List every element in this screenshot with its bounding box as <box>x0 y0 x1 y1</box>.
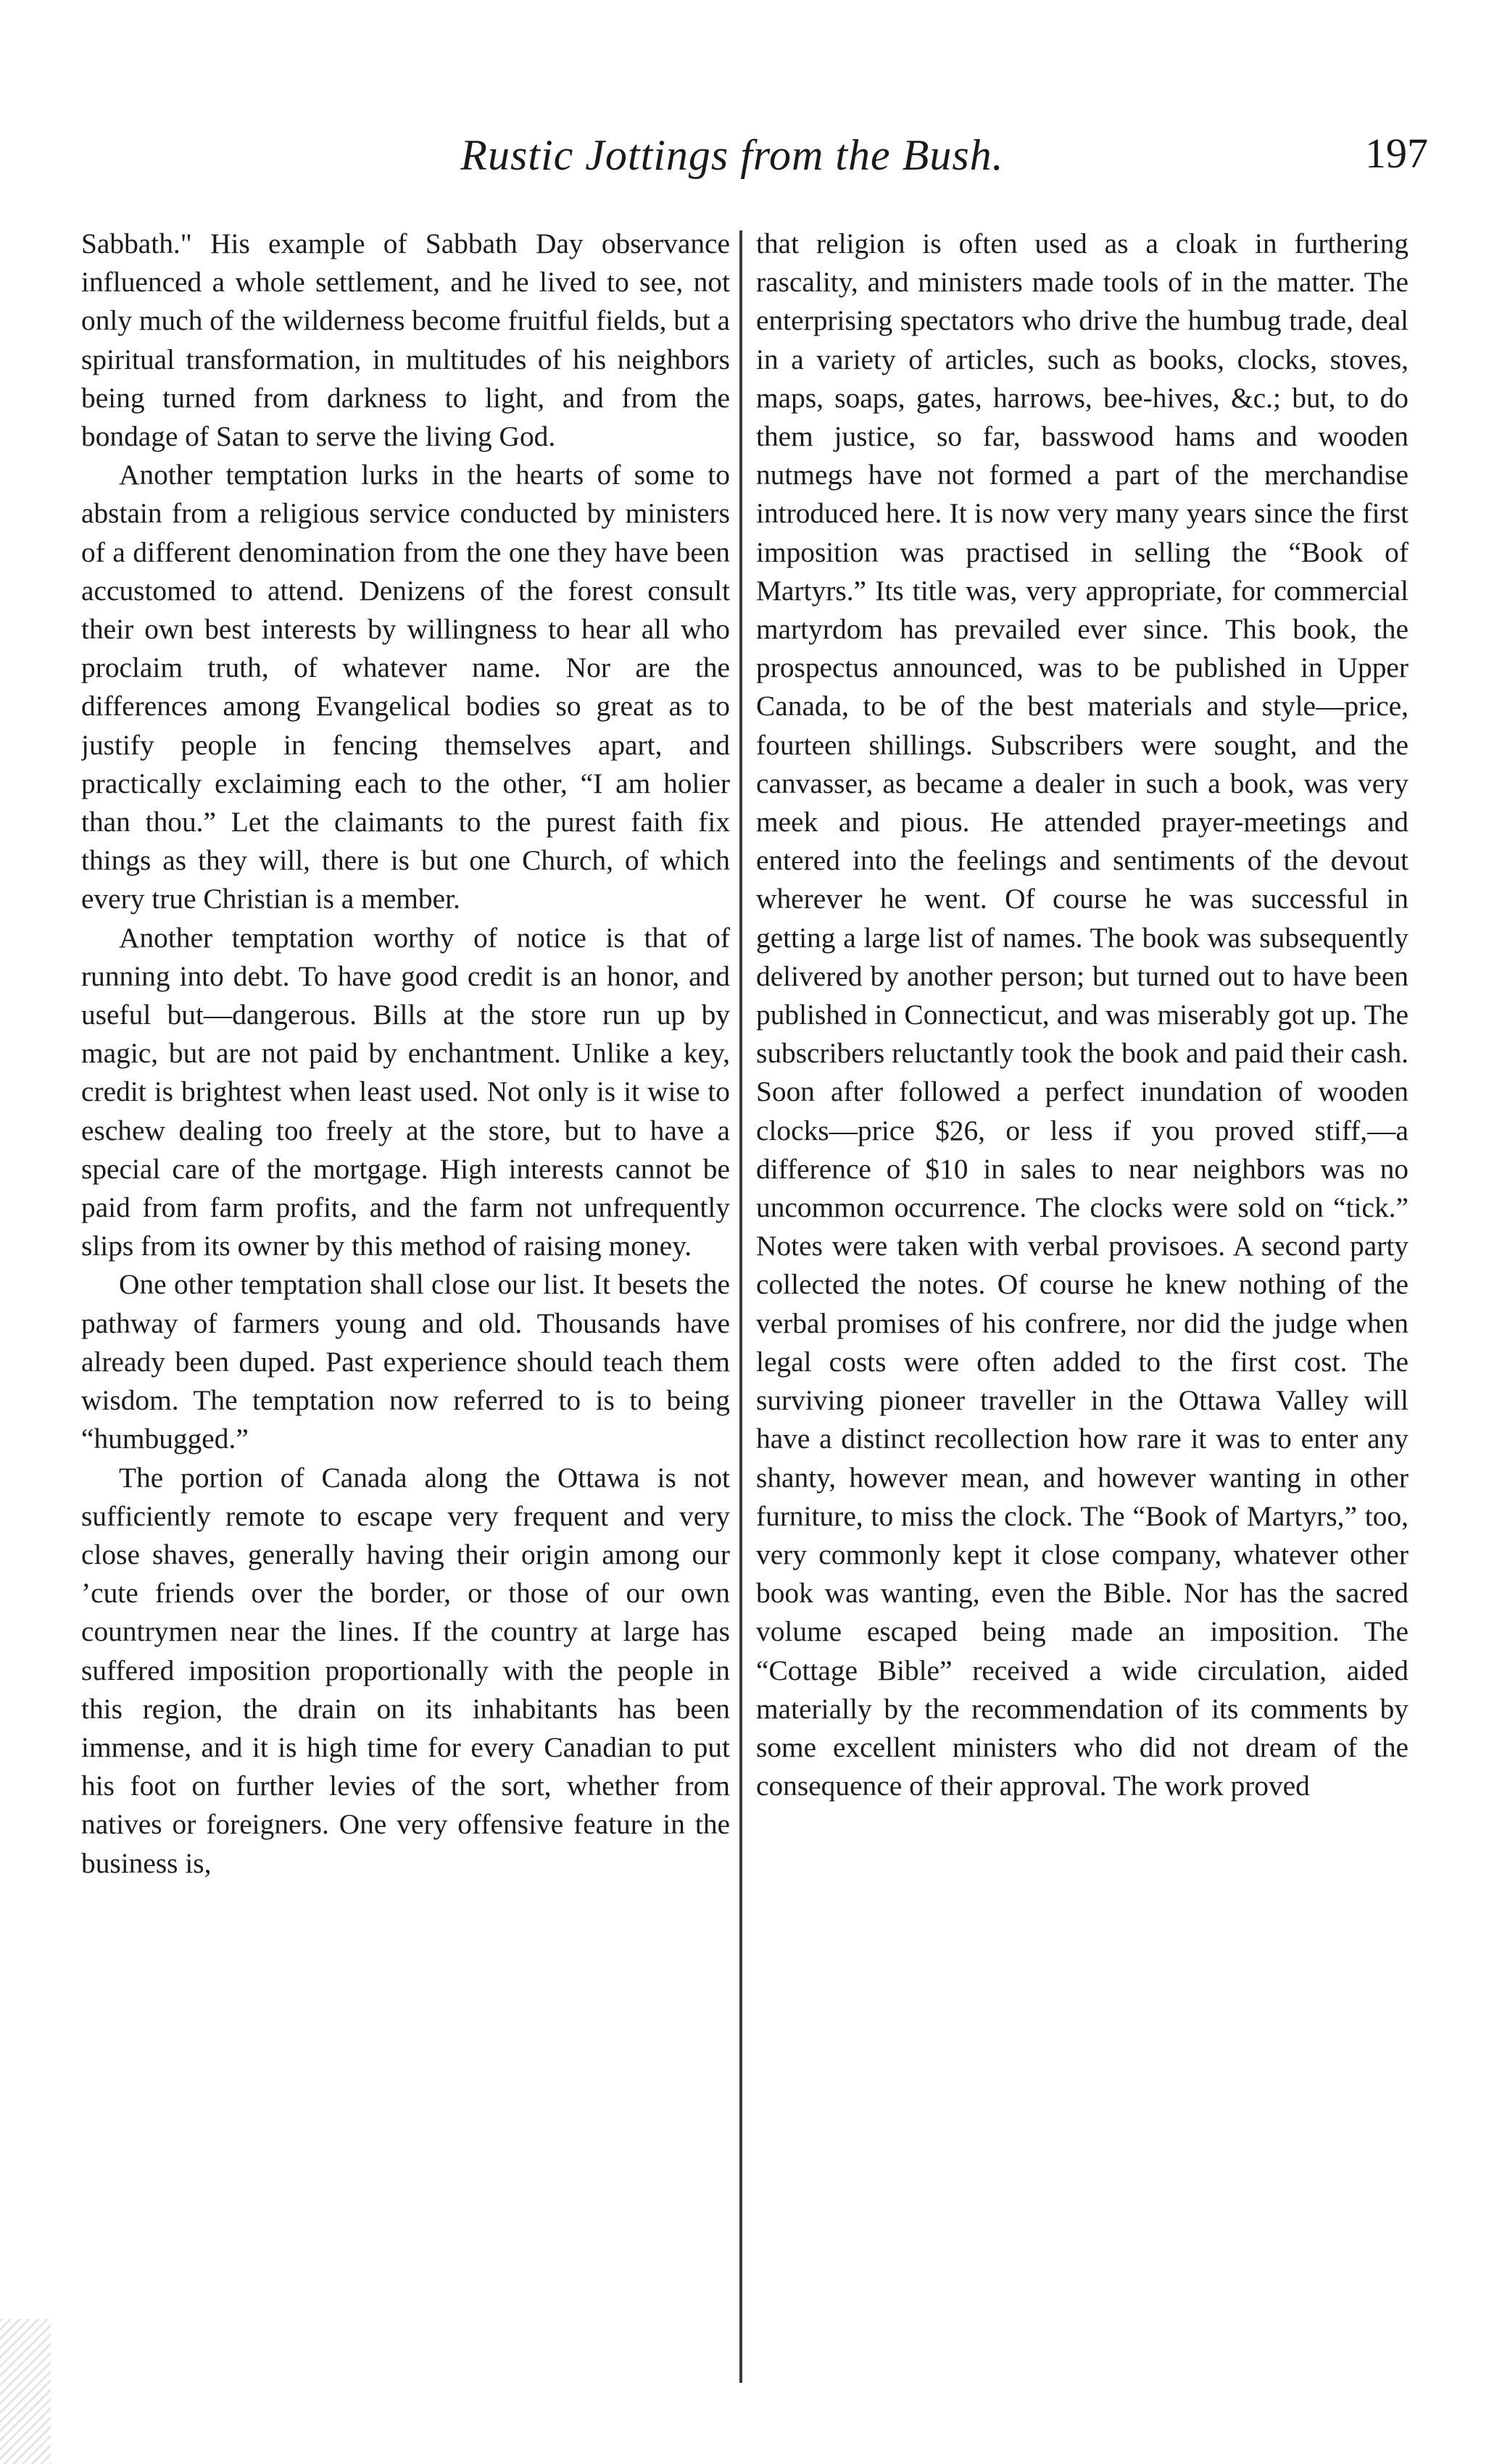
paragraph: The portion of Canada along the Ottawa is not sufficiently remote to escape very frequent and very close shaves, generally having their origin among our ’cute friends over the border, or those of our own countrymen near the lines. If the country at large has suffered imposition proportionally with the people in this region, the drain on its inhabitants has been immense, and it is high time for every Canadian to put his foot on further levies of the sort, whether from natives or foreigners. One very offensive feature in the business is, <box>81 1461 730 1879</box>
running-title: Rustic Jottings from the Bush. <box>460 131 1004 179</box>
paragraph: Another temptation worthy of notice is that of running into debt. To have good credit is an honor, and useful but—dangerous. Bills at the store run up by magic, but are not paid by enchantment. Unlike a key, credit is brightest when least used. Not only is it wise to eschew dealing too freely at the store, but to have a special care of the mortgage. High interests cannot be paid from farm profits, and the farm not unfrequently slips from its owner by this method of raising money. <box>81 921 730 1262</box>
paragraph: Sabbath." His example of Sabbath Day observance influenced a whole settlement, and he lived to see, not only much of the wilderness become fruitful fields, but a spiritual transformation, in multitudes of his neighbors being turned from darkness to light, and from the bondage of Satan to serve the living God. <box>81 228 730 453</box>
paragraph: that religion is often used as a cloak in furthering rascality, and ministers made tools of in the matter. The enterprising spectators who drive the humbug trade, deal in a variety of articles, such as books, clocks, stoves, maps, soaps, gates, harrows, bee-hives, &c.; but, to do them justice, so far, basswood hams and wooden nutmegs have not formed a part of the merchandise introduced here. It is now very many years since the first imposition was practised in selling the “Book of Martyrs.” Its title was, very appropriate, for commercial martyrdom has prevailed ever since. This book, the prospectus announced, was to be published in Upper Canada, to be of the best materials and style—price, fourteen shillings. Subscribers were sought, and the canvasser, as became a dealer in such a book, was very meek and pious. He attended prayer-meetings and entered into the feelings and sentiments of the devout wherever he went. Of course he was successful in getting a large list of names. The book was subsequently delivered by another person; but turned out to have been published in Connecticut, and was miserably got up. The subscribers reluctantly took the book and paid their cash. Soon after followed a perfect inundation of wooden clocks—price $26, or less if you proved stiff,—a difference of $10 in sales to near neighbors was no uncommon occurrence. The clocks were sold on “tick.” Notes were taken with verbal provisoes. A second party collected the notes. Of course he knew nothing of the verbal promises of his confrere, nor did the judge when legal costs were often added to the first cost. The surviving pioneer traveller in the Ottawa Valley will have a distinct recollection how rare it was to enter any shanty, however mean, and however wanting in other furniture, to miss the clock. The “Book of Martyrs,” too, very commonly kept it close company, whatever other book was wanting, even the Bible. Nor has the sacred volume escaped being made an imposition. The “Cottage Bible” received a wide circulation, aided materially by the recommendation of its comments by some excellent ministers who did not dream of the consequence of their approval. The work proved <box>756 228 1409 1802</box>
paragraph: Another temptation lurks in the hearts of some to abstain from a religious service conducted by ministers of a different denomination from the one they have been accustomed to attend. Denizens of the forest consult their own best interests by willingness to hear all who proclaim truth, of whatever name. Nor are the differences among Evangelical bodies so great as to justify people in fencing themselves apart, and practically exclaiming each to the other, “I am holier than thou.” Let the claimants to the purest faith fix things as they will, there is but one Church, of which every true Christian is a member. <box>81 459 730 915</box>
paragraph: One other temptation shall close our list. It besets the pathway of farmers young and old. Thousands have already been duped. Past experience should teach them wisdom. The temptation now referred to is to being “humbugged.” <box>81 1268 730 1455</box>
scan-smudge <box>0 2319 51 2464</box>
right-column <box>756 225 1409 2392</box>
column-divider <box>739 230 742 2383</box>
page-number: 197 <box>1365 130 1428 177</box>
left-column <box>81 225 730 2392</box>
